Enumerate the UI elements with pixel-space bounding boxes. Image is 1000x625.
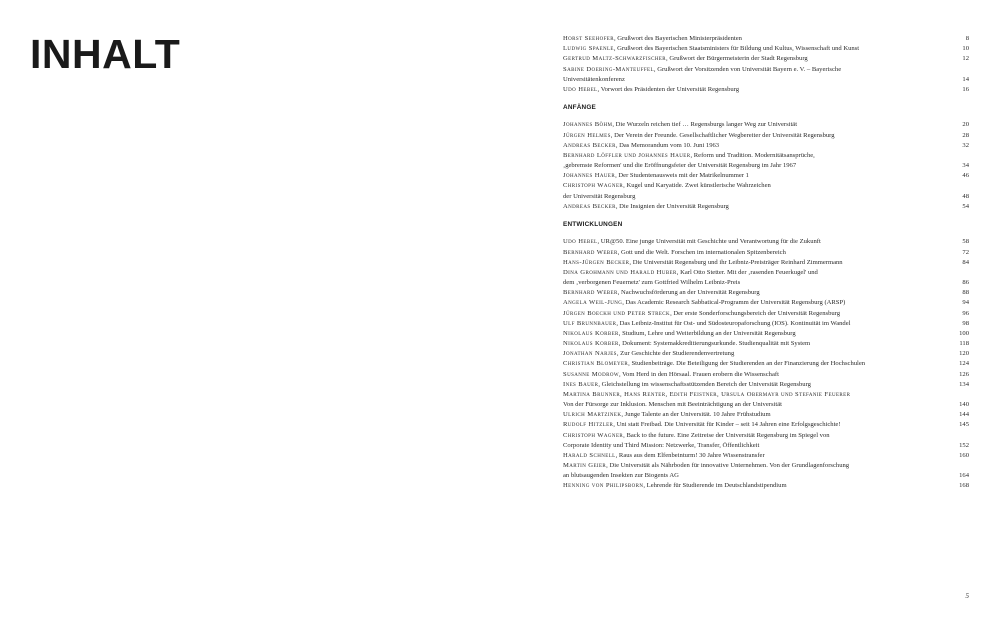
entry-author: Bernhard Weber [563,248,618,256]
toc-entry-line [563,441,969,451]
entry-title: Vorwort des Präsidenten der Universität Regensburg [600,85,740,93]
entry-page-number: 98 [962,319,969,327]
toc-entry[interactable] [563,380,969,390]
entry-page-number: 84 [962,258,969,266]
entry-page-number: 8 [965,35,969,42]
entry-separator: , [615,141,620,149]
toc-entry-line [563,54,969,64]
entry-separator: , [606,462,610,470]
entry-separator: , [670,309,674,317]
toc-entry-line [563,161,969,171]
entry-title: Kugel und Karyatide. Zwei künstlerische Wahrzeichen [626,182,771,190]
toc-entry-line [563,359,969,369]
entry-title: Studienbeiträge. Die Beteiligung der Studierenden an der Finanzierung der Hochschulen [631,360,866,368]
section-spacer [563,230,969,238]
entry-separator: , [598,380,602,388]
toc-entry[interactable] [563,151,969,171]
entry-separator: , [617,248,621,256]
toc-entry[interactable] [563,54,969,64]
entry-author: Bernhard Weber [563,289,618,297]
entry-title: Gott und die Welt. Forschen im internationalen Spitzenbereich [621,248,786,256]
entry-author: Johannes Böhm [563,121,613,129]
entry-page-number: 126 [959,370,969,378]
toc-entry[interactable] [563,420,969,430]
toc-entry[interactable] [563,237,969,247]
entry-title: Vom Herd in den Hörsaal. Frauen erobern die Wissenschaft [622,370,779,378]
entry-page-number: 72 [962,248,969,256]
toc-entry[interactable] [563,461,969,481]
toc-entry[interactable] [563,34,969,44]
toc-entry[interactable] [563,131,969,141]
toc-entry[interactable] [563,120,969,130]
toc-entry-line [563,400,969,410]
entry-title: Die Insignien der Universität Regensburg [619,202,729,210]
toc-entry[interactable] [563,349,969,359]
entry-page-number: 144 [959,411,969,419]
entry-separator: , [616,319,620,327]
entry-title: Uni statt Freibad. Die Universität für Kinder – seit 14 Jahren eine Erfolgsgeschichte! [616,421,841,429]
entry-page-number: 160 [959,451,969,459]
entry-separator: , [613,421,617,429]
toc-entry[interactable] [563,451,969,461]
entry-title: Grußwort der Bürgermeisterin der Stadt Regensburg [669,55,808,63]
entry-author: Udo Hebel [563,85,598,93]
entry-page-number: 120 [959,350,969,358]
entry-separator: , [618,340,623,348]
toc-entry-line [563,258,969,268]
entry-title: Gleichstellung im wissenschaftsstützenden Bereich der Universität Regensburg [601,380,811,388]
toc-entry[interactable] [563,65,969,85]
toc-entry-line [563,268,969,278]
toc-entry[interactable] [563,141,969,151]
entry-title: Das Leibniz-Institut für Ost- und Südosteuropaforschung (IOS). Kontinuität im Wandel [619,319,851,327]
entry-author: Andreas Becker [563,141,616,149]
entry-title: Raus aus dem Elfenbeinturm! 30 Jahre Wissenstransfer [618,451,765,459]
toc-entry-line [563,85,969,95]
entry-author: Ludwig Spaenle [563,45,614,53]
toc-entry[interactable] [563,370,969,380]
entry-separator: , [615,172,619,180]
entry-title: Universitätenkonferenz [563,75,625,83]
entry-page-number: 10 [962,45,969,53]
toc-entry[interactable] [563,339,969,349]
entry-author: Ulrich Martzinek [563,411,622,419]
entry-page-number: 86 [962,279,969,287]
toc-entry-line [563,202,969,212]
toc-entry[interactable] [563,390,969,410]
toc-entry[interactable] [563,258,969,268]
toc-entry[interactable] [563,85,969,95]
entry-title: Corporate Identity und Third Mission: Netzwerke, Transfer, Öffentlichkeit [563,441,760,449]
toc-entry-line [563,34,969,44]
toc-entry[interactable] [563,359,969,369]
entry-page-number: 46 [962,172,969,180]
entry-separator: , [610,131,615,139]
entry-page-number: 152 [959,441,969,449]
entry-author: Christoph Wagner [563,431,624,439]
entry-author: Jürgen Boeckh und Peter Streck [563,309,671,317]
section-spacer [563,212,969,220]
toc-entry-line [563,131,969,141]
toc-entry-line [563,431,969,441]
toc-entry-line [563,151,969,161]
page-number: 5 [965,592,969,600]
entry-separator: , [616,350,621,358]
entry-author: Angela Weil-Jung [563,299,623,307]
entry-separator: , [615,202,620,210]
entry-title: Die Wurzeln reichen tief … Regensburgs langer Weg zur Universität [615,121,798,129]
toc-entry-line [563,120,969,130]
toc-entry-line [563,329,969,339]
entry-title: Von der Fürsorge zur Inklusion. Menschen mit Beeinträchtigung an der Universität [563,401,782,409]
entry-separator: , [613,35,618,42]
entry-page-number: 124 [959,360,969,368]
toc-entry-line [563,420,969,430]
entry-page-number: 140 [959,401,969,409]
entry-page-number: 88 [962,289,969,297]
toc-entry[interactable] [563,298,969,308]
toc-entry-line [563,471,969,481]
entry-separator: , [666,55,670,63]
entry-separator: , [629,258,633,266]
entry-separator: , [618,329,623,337]
toc-entry[interactable] [563,248,969,258]
entry-title: der Universität Regensburg [563,192,636,200]
entry-separator: , [622,299,626,307]
toc-entry[interactable] [563,288,969,298]
section-title: ENTWICKLUNGEN [563,220,623,228]
toc-entry-line [563,181,969,191]
toc-entry-line [563,349,969,359]
toc-entry-line [563,461,969,471]
entry-title: UR@50. Eine junge Universität mit Geschichte und Verantwortung für die Zukunft [600,238,821,246]
entry-title: Der Studentenausweis mit der Matrikelnummer 1 [618,172,749,180]
entry-title: Das Academic Research Sabbatical-Programm der Universität Regensburg (ARSP) [625,299,846,307]
toc-entry[interactable] [563,319,969,329]
toc-entry-line [563,451,969,461]
toc-entry-line [563,44,969,54]
entry-title: Nachwuchsförderung an der Universität Regensburg [621,289,760,297]
entry-title: Dokument: Systemakkreditierungsurkunde. Studienqualität mit System [622,340,811,348]
toc-entry-line [563,380,969,390]
entry-author: Bernhard Löffler und Johannes Hauer [563,151,691,159]
section-spacer [563,113,969,121]
entry-author: Susanne Modrow [563,370,619,378]
toc-entry[interactable] [563,171,969,181]
entry-separator: , [613,45,618,53]
entry-author: Ines Bauer [563,380,599,388]
entry-page-number: 100 [959,329,969,337]
toc-entry-line [563,65,969,75]
entry-page-number: 94 [962,299,969,307]
entry-title: an blutsaugenden Insekten zur Biogents AG [563,472,679,480]
entry-title: Grußwort des Bayerischen Ministerpräsidenten [617,35,742,42]
entry-page-number: 48 [962,192,969,200]
toc-entry-line [563,370,969,380]
entry-page-number: 54 [962,202,969,210]
entry-separator: , [615,451,619,459]
entry-page-number: 20 [962,121,969,129]
entry-title: Die Universität Regensburg und ihr Leibniz-Preisträger Reinhard Zimmermann [632,258,843,266]
entry-title: Die Universität als Nährboden für innovative Unternehmen. Von der Grundlagenforschung [609,462,850,470]
entry-page-number: 96 [962,309,969,317]
toc-entry-line [563,278,969,288]
toc-entry[interactable] [563,181,969,201]
table-of-contents [563,34,969,492]
entry-page-number: 32 [962,141,969,149]
toc-entry-line [563,410,969,420]
entry-page-number: 168 [959,482,969,490]
entry-title: Grußwort der Vorsitzenden von Universität Bayern e. V. – Bayerische [657,65,842,73]
entry-page-number: 34 [962,162,969,170]
entry-title: Karl Otto Stetter. Mit der ‚rasenden Feuerkugel' und [680,268,818,276]
entry-separator: , [676,268,681,276]
toc-entry-line [563,192,969,202]
entry-title: Der Verein der Freunde. Gesellschaftlicher Wegbereiter der Universität Regensburg [614,131,835,139]
toc-entry-line [563,390,969,400]
entry-page-number: 58 [962,238,969,246]
entry-author: Christian Blomeyer [563,360,629,368]
entry-separator: , [597,238,601,246]
entry-author: Ulf Brunnbauer [563,319,617,327]
entry-author: Sabine Doering-Manteuffel [563,65,654,73]
entry-separator: , [623,431,627,439]
toc-entry[interactable] [563,202,969,212]
entry-author: Rudolf Hitzler [563,421,614,429]
toc-entry[interactable] [563,268,969,288]
toc-entry[interactable] [563,309,969,319]
entry-author: Henning von Philipsborn [563,482,644,490]
entry-author: Martina Brunner, Hans Renter, Edith Feistner, Ursula Obermayr und Stefanie Feuerer [563,390,851,398]
entry-separator: , [621,411,625,419]
entry-separator: , [617,289,621,297]
entry-title: dem ‚verborgenen Feuernetz' zum Gottfried Wilhelm Leibniz-Preis [563,279,741,287]
section-spacer [563,95,969,103]
toc-entry-line [563,339,969,349]
toc-entry-line [563,237,969,247]
entry-author: Dina Grohmann und Harald Huber [563,268,677,276]
toc-entry-line [563,309,969,319]
entry-title: Das Memorandum vom 10. Juni 1963 [619,141,720,149]
entry-page-number: 12 [962,55,969,63]
entry-page-number: 28 [962,131,969,139]
entry-title: Lehrende für Studierende im Deutschlandstipendium [646,482,787,490]
entry-separator: , [597,85,601,93]
page-heading: INHALT [30,31,181,77]
toc-entry[interactable] [563,44,969,54]
entry-author: Johannes Hauer [563,172,616,180]
entry-separator: , [643,482,647,490]
entry-author: Jonathan Narjes [563,350,617,358]
entry-author: Jürgen Helmes [563,131,611,139]
toc-entry-line [563,171,969,181]
entry-page-number: 145 [959,421,969,429]
toc-entry-line [563,248,969,258]
entry-separator: , [612,121,616,129]
toc-entry-line [563,288,969,298]
entry-author: Udo Hebel [563,238,598,246]
entry-author: Hans-Jürgen Becker [563,258,630,266]
entry-page-number: 164 [959,472,969,480]
entry-separator: , [653,65,658,73]
toc-entry-line [563,298,969,308]
toc-entry[interactable] [563,431,969,451]
toc-entry-line [563,319,969,329]
entry-title: Zur Geschichte der Studierendenvertretung [620,350,735,358]
entry-separator: , [618,370,623,378]
entry-separator: , [690,151,694,159]
entry-author: Harald Schnell [563,451,616,459]
entry-page-number: 16 [962,85,969,93]
entry-page-number: 118 [959,340,969,348]
entry-page-number: 14 [962,75,969,83]
entry-page-number: 134 [959,380,969,388]
toc-entry-line [563,481,969,491]
entry-title: Grußwort des Bayerischen Staatsministers für Bildung und Kultus, Wissenschaft und Kunst [617,45,860,53]
toc-entry[interactable] [563,329,969,339]
section-title: ANFÄNGE [563,103,596,111]
toc-entry-line [563,141,969,151]
toc-entry[interactable] [563,481,969,491]
entry-author: Andreas Becker [563,202,616,210]
entry-author: Christoph Wagner [563,182,624,190]
entry-author: Martin Geier [563,462,607,470]
entry-title: Reform und Tradition. Modernitätsansprüche, [693,151,815,159]
toc-entry[interactable] [563,410,969,420]
entry-author: Nikolaus Korber [563,340,619,348]
entry-author: Gertrud Maltz-Schwarzfischer [563,55,667,63]
entry-separator: , [628,360,632,368]
entry-title: Der erste Sonderforschungsbereich der Universität Regensburg [673,309,841,317]
entry-title: Studium, Lehre und Weiterbildung an der Universität Regensburg [622,329,796,337]
entry-title: Junge Talente an der Universität. 10 Jahre Frühstudium [624,411,771,419]
entry-title: ‚gebremste Reformen' und die Eröffnungsfeier der Universität Regensburg im Jahr 1967 [563,162,797,170]
entry-author: Nikolaus Korber [563,329,619,337]
toc-entry-line [563,75,969,85]
entry-author: Horst Seehofer [563,35,614,42]
entry-title: Back to the future. Eine Zeitreise der Universität Regensburg im Spiegel von [626,431,830,439]
entry-separator: , [623,182,627,190]
